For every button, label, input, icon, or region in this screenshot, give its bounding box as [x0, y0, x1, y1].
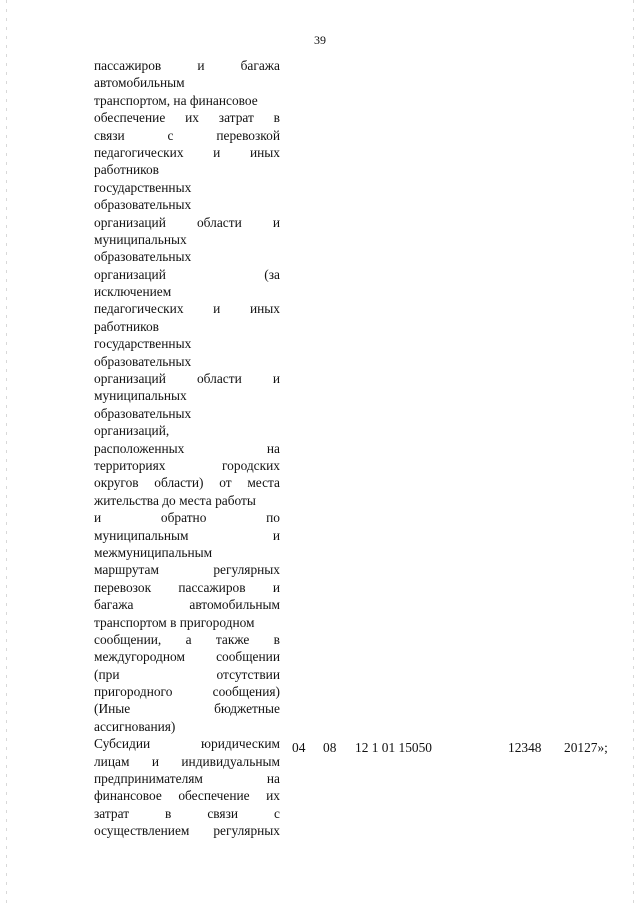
new-entry-line	[94, 770, 280, 787]
word: и	[272, 579, 280, 595]
word: сообщении,	[94, 631, 162, 647]
word: округов	[94, 475, 139, 491]
word: по	[266, 510, 280, 526]
word: автомобильным	[189, 597, 280, 613]
word: расположенных	[94, 440, 185, 456]
word: и	[272, 527, 280, 543]
word: связи	[207, 805, 239, 821]
continued-text-line: работников	[94, 318, 159, 334]
word: регулярных	[213, 823, 280, 839]
continued-text-line: образовательных	[94, 249, 192, 265]
word: пассажиров	[94, 58, 162, 73]
amount-first-year: 12348	[508, 740, 542, 755]
word: пассажиров	[178, 579, 246, 595]
word: иных	[249, 144, 280, 160]
continued-text-line	[94, 127, 280, 144]
word: педагогических	[94, 144, 184, 160]
word: обеспечение	[178, 788, 250, 804]
word: городских	[222, 457, 280, 473]
word: их	[185, 110, 199, 126]
word: и	[94, 510, 102, 526]
word: осуществлением	[94, 823, 190, 839]
word: от	[219, 475, 232, 491]
word: обеспечение	[94, 110, 166, 126]
continued-text-line: образовательных	[94, 353, 192, 369]
word: (при	[94, 666, 120, 682]
continued-text-line: межмуниципальным	[94, 544, 213, 560]
continued-text-line	[94, 457, 280, 474]
word: связи	[94, 127, 125, 143]
new-entry-line	[94, 805, 280, 822]
continued-text-line: транспортом в пригородном	[94, 614, 255, 630]
continued-text-line	[94, 300, 280, 317]
word: на	[266, 771, 280, 787]
word: Субсидии	[94, 736, 151, 752]
word: и	[213, 301, 221, 317]
word: организаций	[94, 266, 166, 282]
word: и	[151, 753, 159, 769]
word: перевозкой	[216, 127, 280, 143]
word: затрат	[94, 805, 130, 821]
word: организаций	[94, 371, 166, 387]
continued-text-line: муниципальных	[94, 231, 187, 247]
word: области	[196, 371, 242, 387]
word: сообщения)	[212, 684, 280, 700]
continued-text-line	[94, 440, 280, 457]
continued-text-line	[94, 370, 280, 387]
new-entry-line	[94, 735, 280, 752]
word: предпринимателям	[94, 771, 203, 787]
word: с	[167, 127, 174, 143]
word: области)	[154, 475, 204, 491]
word: муниципальным	[94, 527, 189, 543]
continued-text-line	[94, 109, 280, 126]
page-number: 39	[314, 33, 326, 47]
target-article-code: 12 1 01 15050	[355, 740, 432, 755]
word: в	[165, 805, 172, 821]
word: и	[272, 214, 280, 230]
word: и	[213, 144, 221, 160]
continued-text-line: образовательных	[94, 405, 192, 421]
word: багажа	[240, 58, 280, 73]
word: лицам	[94, 753, 130, 769]
word: а	[185, 631, 192, 647]
continued-text-line: транспортом, на финансовое	[94, 92, 258, 108]
word: (Иные	[94, 701, 131, 717]
word: (за	[264, 266, 280, 282]
word: отсутствии	[216, 666, 280, 682]
left-scan-edge	[6, 0, 7, 905]
word: междугородном	[94, 649, 185, 665]
word: багажа	[94, 597, 134, 613]
continued-text-line	[94, 561, 280, 578]
continued-text-line	[94, 144, 280, 161]
continued-text-line	[94, 57, 280, 74]
continued-text-line	[94, 214, 280, 231]
continued-text-line	[94, 474, 280, 491]
word: организаций	[94, 214, 166, 230]
continued-text-line	[94, 648, 280, 665]
continued-text-line: ассигнования)	[94, 718, 176, 734]
subsection-code: 08	[323, 740, 337, 755]
word: в	[273, 110, 280, 126]
word: индивидуальным	[181, 753, 280, 769]
continued-text-line: муниципальных	[94, 388, 187, 404]
right-scan-edge	[633, 0, 634, 905]
continued-text-line	[94, 666, 280, 683]
word: педагогических	[94, 301, 184, 317]
word: и	[272, 371, 280, 387]
word: затрат	[218, 110, 254, 126]
word: пригородного	[94, 684, 173, 700]
word: иных	[249, 301, 280, 317]
word: обратно	[160, 510, 207, 526]
continued-text-line	[94, 683, 280, 700]
continued-text-line: организаций,	[94, 423, 170, 439]
continued-text-line: исключением	[94, 284, 172, 300]
word: места	[247, 475, 280, 491]
word: сообщении	[216, 649, 280, 665]
word: с	[274, 805, 280, 821]
word: бюджетные	[214, 701, 280, 717]
new-entry-line	[94, 787, 280, 804]
word: также	[215, 631, 250, 647]
continued-text-line	[94, 509, 280, 526]
description-column	[94, 57, 280, 840]
continued-text-line: образовательных	[94, 197, 192, 213]
continued-text-line: государственных	[94, 336, 192, 352]
word: перевозок	[94, 579, 152, 595]
continued-text-line: автомобильным	[94, 75, 185, 91]
continued-text-line	[94, 700, 280, 717]
word: финансовое	[94, 788, 162, 804]
new-entry-line	[94, 753, 280, 770]
continued-text-line	[94, 579, 280, 596]
amount-second-year: 20127»;	[564, 740, 608, 755]
word: маршрутам	[94, 562, 159, 578]
word: области	[196, 214, 242, 230]
word: на	[266, 440, 280, 456]
section-code: 04	[292, 740, 306, 755]
new-entry-line	[94, 822, 280, 839]
word: территориях	[94, 457, 166, 473]
continued-text-line	[94, 527, 280, 544]
continued-text-line	[94, 596, 280, 613]
word: и	[197, 58, 205, 73]
continued-text-line	[94, 266, 280, 283]
continued-text-line: государственных	[94, 179, 192, 195]
continued-text-line	[94, 631, 280, 648]
word: их	[266, 788, 280, 804]
continued-text-line: работников	[94, 162, 159, 178]
word: юридическим	[201, 736, 280, 752]
word: регулярных	[213, 562, 280, 578]
word: в	[273, 631, 280, 647]
continued-text-line: жительства до места работы	[94, 492, 256, 508]
